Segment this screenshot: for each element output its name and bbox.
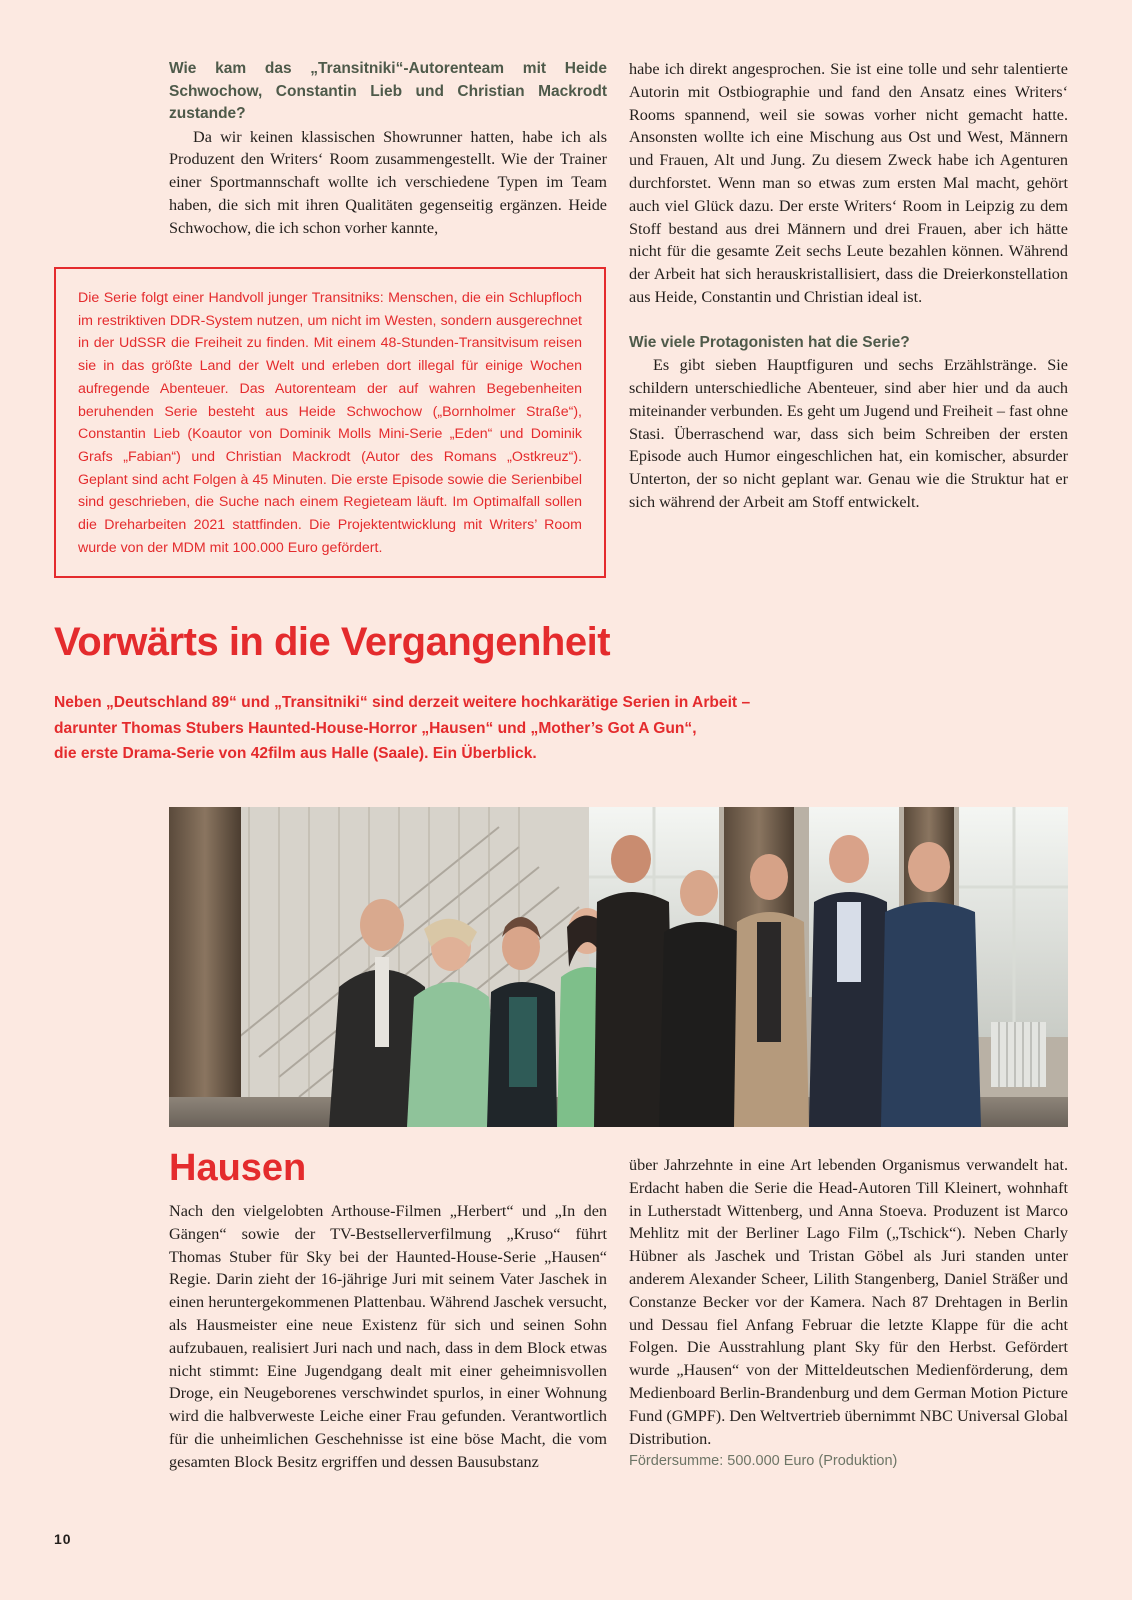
section-heading-hausen: Hausen <box>169 1147 307 1189</box>
hausen-column-right <box>629 1154 1068 1473</box>
article-lead <box>54 690 774 767</box>
group-photo <box>169 807 1068 1127</box>
series-info-text: Die Serie folgt einer Handvoll junger Transitniks: Menschen, die ein Schlupfloch im restriktiven DDR-System nutzen, um nicht im Westen, sondern ausgerechnet in der UdSSR die Freiheit zu finden. Mit einem 48-Stunden-Transitvisum reisen sie in das größte Land der Welt und erleben dort illegal für einige Wochen aufregende Abenteuer. Das Autorenteam der auf wahren Begebenheiten beruhenden Serie besteht aus Heide Schwochow („Bornholmer Straße“), Constantin Lieb (Koautor von Dominik Molls Mini-Serie „Eden“ und Dominik Grafs „Fabian“) und Christian Mackrodt (Autor des Romans „Ostkreuz“). Geplant sind acht Folgen à 45 Minuten. Die erste Episode sowie die Serienbibel sind geschrieben, die Suche nach einem Regieteam läuft. Im Optimalfall sollen die Dreharbeiten 2021 stattfinden. Die Projektentwicklung mit Writers’ Room wurde von der MDM mit 100.000 Euro gefördert. <box>78 290 582 556</box>
page-number: 10 <box>54 1531 72 1547</box>
series-info-box <box>54 267 606 578</box>
interview-question-1: Wie kam das „Transitniki“-Autorenteam mit Heide Schwochow, Constantin Lieb und Christian Mackrodt zustande? <box>169 60 607 122</box>
interview-column-left <box>169 58 607 239</box>
article-lead-line: darunter Thomas Stubers Haunted-House-Horror „Hausen“ und „Mother’s Got A Gun“, <box>54 719 697 737</box>
interview-answer-1-part-1: Da wir keinen klassischen Showrunner hatten, habe ich als Produzent den Writers‘ Room zusammengestellt. Wie der Trainer einer Sportmannschaft wollte ich verschiedene Typen im Team haben, die sich mit ihren Qualitäten gegenseitig ergänzen. Heide Schwochow, die ich schon vorher kannte, <box>169 127 607 237</box>
interview-answer-2: Es gibt sieben Hauptfiguren und sechs Erzählstränge. Sie schildern unterschiedliche Abenteuer, sind aber hier und da auch miteinander verbunden. Es geht um Jugend und Freiheit – fast ohne Stasi. Überraschend war, dass sich beim Schreiben der ersten Episode auch Humor eingeschlichen hat, ein komischer, absurder Unterton, der so nicht geplant war. Genau wie die Struktur hat er sich während der Arbeit am Stoff entwickelt. <box>629 356 1068 512</box>
article-lead-line: Neben „Deutschland 89“ und „Transitniki“ sind derzeit weitere hochkarätige Serien in Arbeit – <box>54 694 751 711</box>
article-heading: Vorwärts in die Vergangenheit <box>54 620 611 664</box>
hausen-funding: Fördersumme: 500.000 Euro (Produktion) <box>629 1453 898 1470</box>
hausen-text-part-2: über Jahrzehnte in eine Art lebenden Organismus verwandelt hat. Erdacht haben die Serie die Head-Autoren Till Kleinert, wohnhaft in Lutherstadt Wittenberg, und Anna Stoeva. Produzent ist Marco Mehlitz mit der Berliner Lago Film („Tschick“). Neben Charly Hübner als Jaschek und Tristan Göbel als Juri standen unter anderem Alexander Scheer, Lilith Stangenberg, Daniel Sträßer und Constanze Becker vor der Kamera. Nach 87 Drehtagen in Berlin und Dessau fiel Anfang Februar die letzte Klappe für die acht Folgen. Die Ausstrahlung plant Sky für den Herbst. Gefördert wurde „Hausen“ von der Mitteldeutschen Medienförderung, dem Medienboard Berlin-Brandenburg und dem German Motion Picture Fund (GMPF). Den Weltvertrieb übernimmt NBC Universal Global Distribution. <box>629 1156 1069 1448</box>
interview-column-right <box>629 58 1068 514</box>
interview-answer-1-part-2: habe ich direkt angesprochen. Sie ist eine tolle und sehr talentierte Autorin mit Ostbiographie und fand den Ansatz eines Writers‘ Rooms spannend, weil sie sowas vorher nicht gemacht hatte. Ansonsten wollte ich eine Mischung aus Ost und West, Männern und Frauen, Alt und Jung. Zu diesem Zweck habe ich Agenturen durchforstet. Wenn man so etwas zum ersten Mal macht, gehört auch viel Glück dazu. Der erste Writers‘ Room in Leipzig zu dem Stoff bestand aus drei Männern und drei Frauen, aber ich hätte nicht für die gesamte Zeit sechs Leute bezahlen können. Während der Arbeit hat sich herauskristallisiert, dass die Dreierkonstellation aus Heide, Constantin und Christian ideal ist. <box>629 60 1068 306</box>
interview-question-2: Wie viele Protagonisten hat die Serie? <box>629 333 910 351</box>
article-lead-line: die erste Drama-Serie von 42film aus Halle (Saale). Ein Überblick. <box>54 745 537 762</box>
hausen-column-left <box>169 1200 607 1474</box>
hausen-text-part-1: Nach den vielgelobten Arthouse-Filmen „Herbert“ und „In den Gängen“ sowie der TV-Bestsellerverfilmung „Kruso“ führt Thomas Stuber für Sky bei der Haunted-House-Serie „Hausen“ Regie. Darin zieht der 16-jährige Juri mit seinem Vater Jaschek in einen heruntergekommenen Plattenbau. Während Jaschek versucht, als Hausmeister eine neue Existenz für sich und seinen Sohn aufzubauen, realisiert Juri nach und nach, dass in dem Block etwas nicht stimmt: Eine Jugendgang dealt mit einer geheimnisvollen Droge, ein Neugeborenes verschwindet spurlos, in einer Wohnung wird die halbverweste Leiche einer Frau gefunden. Verantwortlich für die unheimlichen Geschehnisse ist eine böse Macht, die vom gesamten Block Besitz ergriffen und dessen Bausubstanz <box>169 1202 607 1471</box>
